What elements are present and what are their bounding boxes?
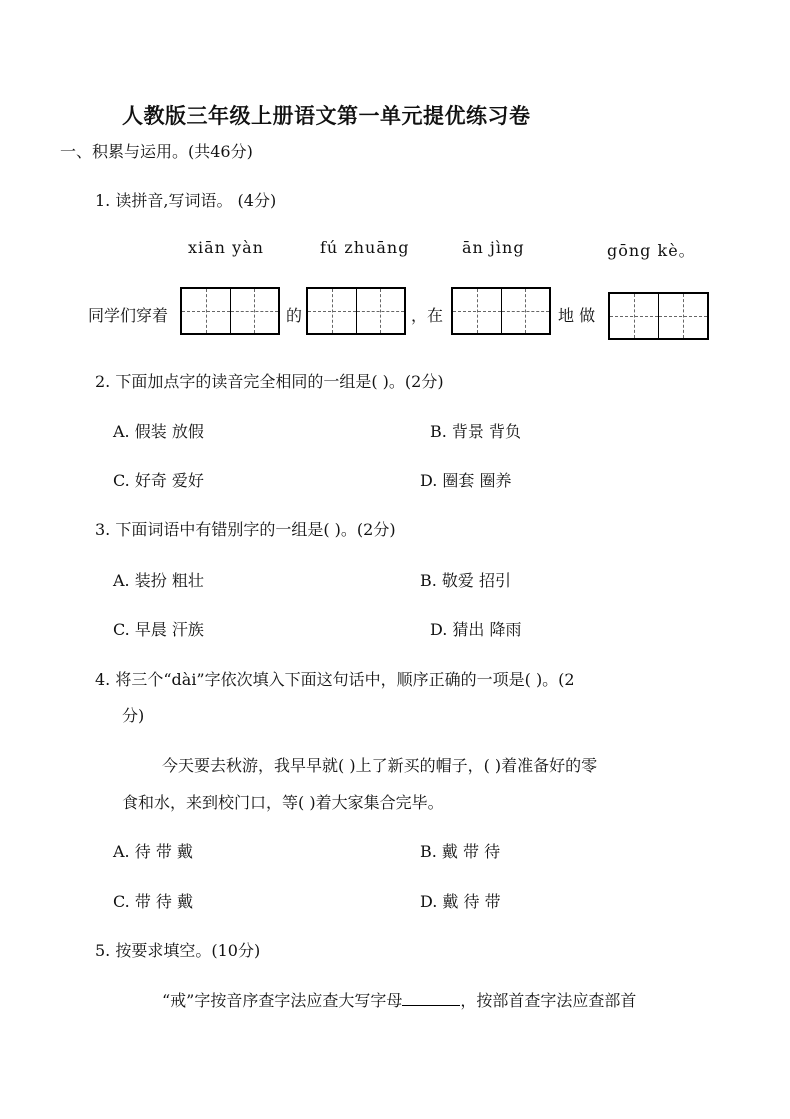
- question-1-stem: 1. 读拼音,写词语。 (4分): [95, 191, 277, 210]
- pinyin-4: gōng kè。: [607, 241, 696, 260]
- section-heading: 一、积累与运用。(共46分): [60, 142, 253, 161]
- writing-box-2[interactable]: [306, 287, 406, 335]
- pinyin-1: xiān yàn: [188, 238, 264, 257]
- question-2-stem: 2. 下面加点字的读音完全相同的一组是( )。(2分): [95, 372, 444, 391]
- q3-option-b[interactable]: B. 敬爱 招引: [420, 571, 512, 590]
- question-5-stem: 5. 按要求填空。(10分): [95, 941, 261, 960]
- q5-blank-letter[interactable]: [402, 989, 460, 1006]
- q3-option-a[interactable]: A. 装扮 粗壮: [113, 571, 204, 590]
- q4-option-b[interactable]: B. 戴 带 待: [420, 842, 501, 861]
- q4-passage-line-2: 食和水，来到校门口，等( )着大家集合完毕。: [122, 793, 444, 812]
- q4-option-d[interactable]: D. 戴 待 带: [420, 892, 501, 911]
- q5-text-b: ，按部首查字法应查部首: [460, 991, 637, 1010]
- q3-option-c[interactable]: C. 早晨 汗族: [113, 620, 204, 639]
- q5-text-a: “戒”字按音序查字法应查大写字母: [162, 991, 403, 1010]
- q2-option-a[interactable]: A. 假装 放假: [113, 422, 204, 441]
- pinyin-3: ān jìng: [462, 238, 525, 257]
- q2-option-b[interactable]: B. 背景 背负: [430, 422, 522, 441]
- q2-option-d[interactable]: D. 圈套 圈养: [420, 471, 512, 490]
- q1-text-1: 同学们穿着: [88, 306, 169, 325]
- q1-text-2: 的: [286, 306, 303, 325]
- q5-line: [162, 988, 636, 1011]
- page-title: 人教版三年级上册语文第一单元提优练习卷: [122, 104, 531, 128]
- q4-passage-line-1: 今天要去秋游，我早早就( )上了新买的帽子，( )着准备好的零: [162, 756, 598, 775]
- question-3-stem: 3. 下面词语中有错别字的一组是( )。(2分): [95, 520, 396, 539]
- writing-box-3[interactable]: [451, 287, 551, 335]
- q4-option-a[interactable]: A. 待 带 戴: [113, 842, 193, 861]
- writing-box-1[interactable]: [180, 287, 280, 335]
- question-4-stem: 4. 将三个“dài”字依次填入下面这句话中，顺序正确的一项是( )。(2: [95, 670, 575, 689]
- q3-option-d[interactable]: D. 猜出 降雨: [430, 620, 522, 639]
- q4-option-c[interactable]: C. 带 待 戴: [113, 892, 194, 911]
- q1-text-3: ，在: [411, 306, 444, 325]
- q1-text-4: 地 做: [558, 306, 596, 325]
- pinyin-2: fú zhuāng: [320, 238, 410, 257]
- question-4-stem-cont: 分): [122, 706, 145, 725]
- q2-option-c[interactable]: C. 好奇 爱好: [113, 471, 204, 490]
- writing-box-4[interactable]: [608, 292, 709, 340]
